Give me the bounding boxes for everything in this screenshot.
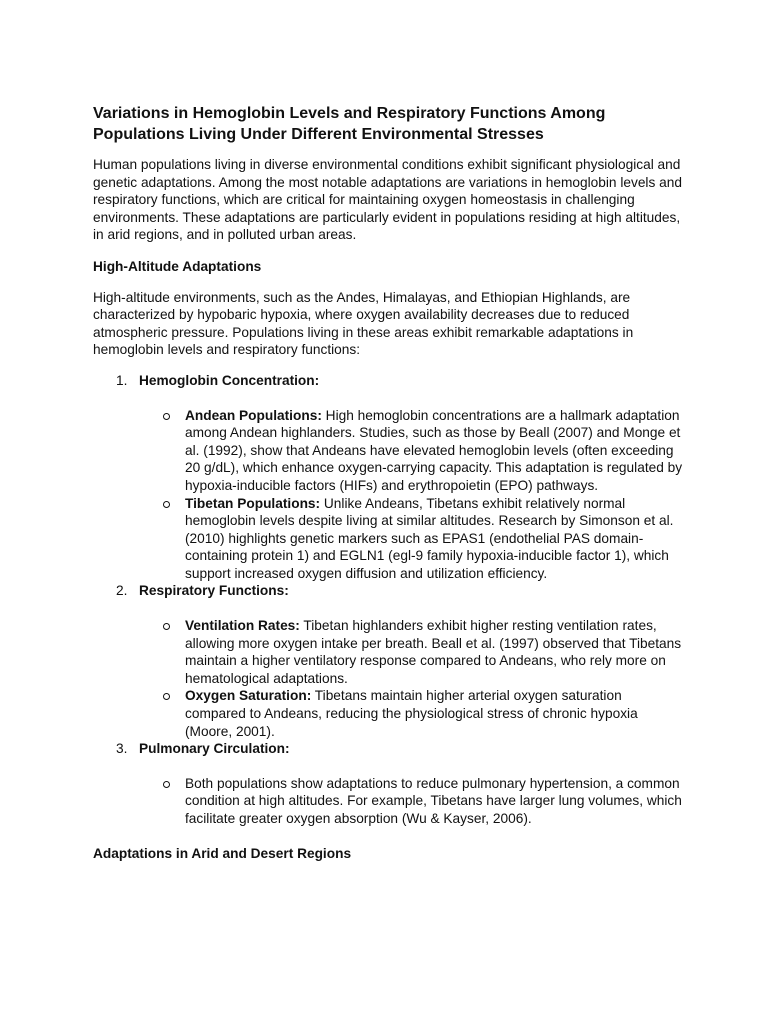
sub-item-text: Tibetans maintain higher arterial oxygen saturation compared to Andeans, reducing the physiological stress of chronic hypoxia (Moore, 2001). [185, 688, 638, 739]
sub-list [139, 407, 683, 583]
sub-item-text: Unlike Andeans, Tibetans exhibit relatively normal hemoglobin levels despite living at similar altitudes. Research by Simonson et al. (2010) highlights genetic markers such as EPAS1 (endothelial PAS domain-containing protein 1) and EGLN1 (egl-9 family hypoxia-inducible factor 1), which support increased oxygen diffusion and utilization efficiency. [185, 495, 674, 581]
section-heading-arid: Adaptations in Arid and Desert Regions [93, 845, 352, 861]
list-item-hemoglobin-concentration [93, 372, 683, 583]
sub-list [139, 775, 683, 828]
sub-item-text: High hemoglobin concentrations are a hallmark adaptation among Andean highlanders. Studies, such as those by Beall (2007) and Monge et al. (1992), show that Andeans have elevated hemoglobin levels (often exceeding 20 g/dL), which enhance oxygen-carrying capacity. This adaptation is regulated by hypoxia-inducible factors (HIFs) and erythropoietin (EPO) pathways. [185, 407, 683, 493]
sub-item-lead: Tibetan Populations: [185, 495, 321, 511]
sub-item-text: Tibetan highlanders exhibit higher resting ventilation rates, allowing more oxygen intake per breath. Beall et al. (1997) observed that Tibetans maintain a higher ventilatory response compared to Andeans, who rely more on hematological adaptations. [185, 618, 682, 686]
numbered-list [93, 372, 683, 828]
list-number: 2. [116, 583, 128, 599]
hollow-bullet-icon [163, 501, 170, 508]
document-page [93, 103, 683, 875]
intro-paragraph: Human populations living in diverse environmental conditions exhibit significant physiological and genetic adaptations. Among the most notable adaptations are variations in hemoglobin levels and respiratory functions, which are critical for maintaining oxygen homeostasis in challenging environments. These adaptations are particularly evident in populations residing at high altitudes, in arid regions, and in polluted urban areas. [93, 157, 682, 243]
sub-item-pulmonary [139, 775, 683, 828]
hollow-bullet-icon [163, 781, 170, 788]
sub-item-lead: Ventilation Rates: [185, 618, 300, 634]
sub-item-tibetan [139, 495, 683, 583]
list-item-pulmonary-circulation [93, 740, 683, 827]
section-heading-high-altitude: High-Altitude Adaptations [93, 258, 262, 274]
high-altitude-paragraph: High-altitude environments, such as the Andes, Himalayas, and Ethiopian Highlands, are characterized by hypobaric hypoxia, where oxygen availability decreases due to reduced atmospheric pressure. Populations living in these areas exhibit remarkable adaptations in hemoglobin levels and respiratory functions: [93, 289, 634, 358]
hollow-bullet-icon [163, 693, 170, 700]
list-item-respiratory-functions [93, 582, 683, 740]
hollow-bullet-icon [163, 413, 170, 420]
list-number: 3. [116, 741, 128, 757]
list-item-title: Hemoglobin Concentration: [139, 372, 320, 388]
sub-item-andean [139, 407, 683, 495]
sub-item-lead: Andean Populations: [185, 407, 322, 423]
sub-list [139, 617, 683, 740]
sub-item-ventilation [139, 617, 683, 687]
hollow-bullet-icon [163, 623, 170, 630]
list-item-title: Pulmonary Circulation: [139, 741, 290, 757]
list-number: 1. [116, 372, 128, 388]
sub-item-oxygen-saturation [139, 687, 683, 740]
document-title: Variations in Hemoglobin Levels and Respiratory Functions Among Populations Living Under Different Environmental Stresses [93, 105, 606, 143]
sub-item-lead: Oxygen Saturation: [185, 688, 312, 704]
sub-item-text: Both populations show adaptations to reduce pulmonary hypertension, a common condition at high altitudes. For example, Tibetans have larger lung volumes, which facilitate greater oxygen absorption (Wu & Kayser, 2006). [185, 775, 682, 826]
list-item-title: Respiratory Functions: [139, 583, 289, 599]
